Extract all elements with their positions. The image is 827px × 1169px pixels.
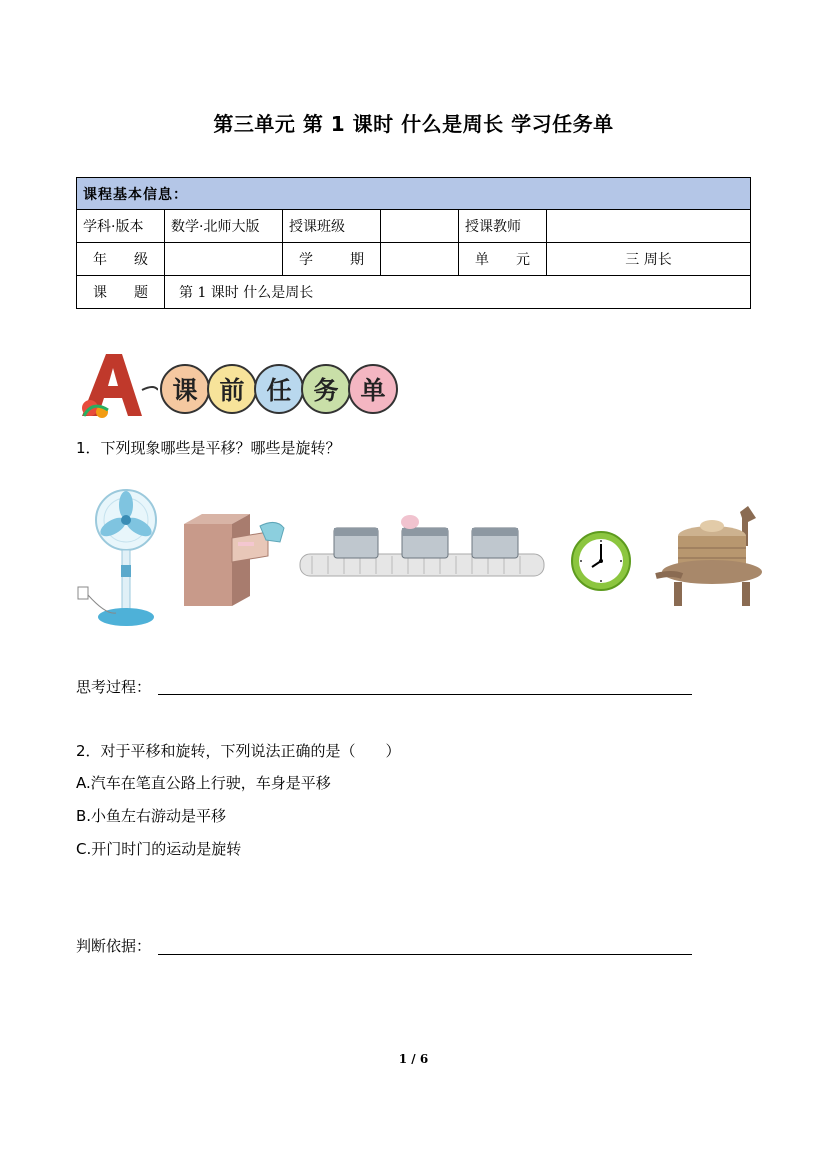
unit-value: 三 周长	[547, 243, 751, 276]
page-number: 1 / 6	[398, 1052, 429, 1066]
subject-label: 学科·版本	[77, 210, 165, 243]
unit-label: 单 元	[459, 243, 547, 276]
course-info-table	[76, 177, 751, 309]
wall-clock-icon	[570, 530, 632, 592]
term-value[interactable]	[381, 243, 459, 276]
electric-fan-icon	[76, 485, 166, 630]
teacher-label: 授课教师	[459, 210, 547, 243]
subject-value: 数学·北师大版	[165, 210, 283, 243]
banner-char-3: 任	[254, 364, 304, 414]
banner-letter-a-icon	[78, 350, 158, 420]
conveyor-belt-icon	[298, 514, 546, 584]
banner-char-5: 单	[348, 364, 398, 414]
banner-char-1: 课	[160, 364, 210, 414]
topic-label: 课 题	[77, 276, 165, 309]
teacher-value[interactable]	[547, 210, 751, 243]
grade-label: 年 级	[77, 243, 165, 276]
q2-option-b: B.小鱼左右游动是平移	[76, 807, 227, 825]
q2-answer-label: 判断依据：	[76, 937, 152, 955]
topic-value: 第 1 课时 什么是周长	[165, 276, 751, 309]
stone-mill-icon	[652, 502, 770, 614]
q1-answer-line[interactable]	[158, 694, 692, 695]
term-label: 学 期	[283, 243, 381, 276]
q1-answer-label: 思考过程：	[76, 678, 152, 696]
class-label: 授课班级	[283, 210, 381, 243]
q2-answer-line[interactable]	[158, 954, 692, 955]
banner-char-2: 前	[207, 364, 257, 414]
question-2: 2．对于平移和旋转，下列说法正确的是（ ）	[76, 742, 401, 760]
drawer-cabinet-icon	[180, 512, 288, 608]
banner-char-4: 务	[301, 364, 351, 414]
table-header: 课程基本信息：	[77, 178, 751, 210]
q2-option-c: C.开门时门的运动是旋转	[76, 840, 242, 858]
grade-value[interactable]	[165, 243, 283, 276]
page-title: 第三单元 第 1 课时 什么是周长 学习任务单	[213, 112, 614, 136]
question-1: 1．下列现象哪些是平移？哪些是旋转？	[76, 439, 341, 457]
class-value[interactable]	[381, 210, 459, 243]
q2-option-a: A.汽车在笔直公路上行驶，车身是平移	[76, 774, 331, 792]
